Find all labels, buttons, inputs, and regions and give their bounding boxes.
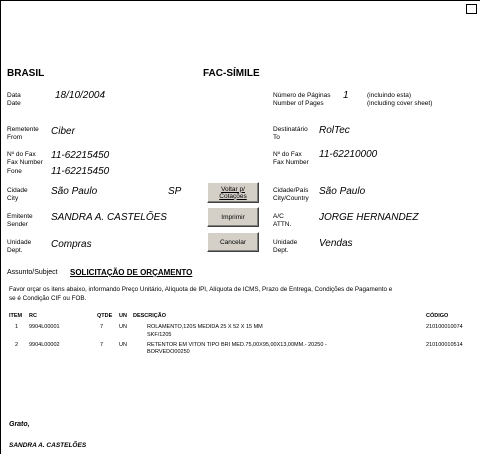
unit-to-field[interactable]: Vendas — [319, 238, 353, 249]
pages-label-en: Number of Pages — [273, 100, 324, 107]
subject-field[interactable]: SOLICITAÇÃO DE ORÇAMENTO — [70, 268, 193, 277]
city-to-field[interactable]: São Paulo — [319, 186, 366, 197]
row-item: 1 — [15, 324, 19, 330]
col-header-unit: UN — [119, 313, 127, 319]
print-button-label: Imprimir — [221, 213, 245, 221]
close-icon[interactable] — [466, 4, 477, 14]
date-label-en: Date — [7, 100, 21, 107]
city-label-en: City — [7, 195, 19, 202]
fax-from-label-en: Fax Number — [7, 159, 43, 166]
signature-text: SANDRA A. CASTELÕES — [9, 442, 87, 449]
country-heading: BRASIL — [7, 68, 45, 79]
row-unit: UN — [119, 324, 127, 330]
closing-text: Grato, — [9, 421, 30, 428]
phone-label: Fone — [7, 168, 22, 175]
unit-label-pt: Unidade — [7, 239, 32, 246]
row-desc-line-1: RETENTOR EM VITON TIPO BRI MED.75,00X95,00X13,00MM.- 20250 - — [147, 342, 327, 348]
state-field[interactable]: SP — [168, 186, 182, 197]
city-label-pt: Cidade — [7, 187, 28, 194]
attn-field[interactable]: JORGE HERNANDEZ — [319, 212, 419, 223]
sender-label-pt: Remetente — [7, 126, 39, 133]
recipient-label-pt: Destinatário — [273, 126, 308, 133]
fax-to-label-pt: Nº do Fax — [273, 151, 302, 158]
unit-to-label-en: Dept. — [273, 247, 289, 254]
row-code: 210100010074 — [426, 324, 463, 330]
fax-from-label-pt: Nº do Fax — [7, 151, 36, 158]
col-header-qty: QTDE — [97, 313, 113, 319]
col-header-desc: DESCRIÇÃO — [133, 313, 167, 319]
body-line-2: se é Condição CIF ou FOB. — [9, 295, 87, 302]
back-to-quotes-label-2: Cotações — [219, 192, 247, 200]
unit-label-en: Dept. — [7, 247, 23, 254]
back-to-quotes-button[interactable] — [207, 182, 259, 203]
fax-to-label-en: Fax Number — [273, 159, 309, 166]
emitter-label-pt: Emitente — [7, 213, 33, 220]
city-to-label-en: City/Country — [273, 195, 309, 202]
pages-field[interactable]: 1 — [343, 90, 349, 101]
sender-field[interactable]: Ciber — [51, 126, 75, 137]
phone-field[interactable]: 11-62215450 — [51, 166, 110, 177]
recipient-label-en: To — [273, 134, 280, 141]
back-to-quotes-label-1: Voltar p/ — [221, 185, 245, 193]
recipient-field[interactable]: RolTec — [319, 125, 350, 136]
col-header-rc: RC — [29, 313, 37, 319]
row-desc-line-1: ROLAMENTO,120S MEDIDA 25 X 52 X 15 MM — [147, 324, 263, 330]
cancel-button[interactable] — [207, 232, 259, 252]
fax-from-field[interactable]: 11-62215450 — [51, 150, 110, 161]
unit-field[interactable]: Compras — [51, 239, 92, 250]
fax-to-field[interactable]: 11-62210000 — [319, 149, 378, 160]
print-button[interactable] — [207, 207, 259, 227]
cancel-button-label: Cancelar — [219, 238, 246, 246]
row-code: 210100010514 — [426, 342, 463, 348]
sender-label-en: From — [7, 134, 23, 141]
date-label-pt: Data — [7, 92, 21, 99]
row-qty: 7 — [100, 342, 104, 348]
row-desc-line-2: SKF/1205 — [147, 332, 172, 338]
col-header-item: ITEM — [9, 313, 23, 319]
row-rc: 9904L00001 — [29, 324, 60, 330]
col-header-code: CÓDIGO — [426, 313, 449, 319]
emitter-field[interactable]: SANDRA A. CASTELÕES — [51, 212, 167, 223]
page-title: FAC-SÍMILE — [203, 68, 260, 79]
pages-label-pt: Número de Páginas — [273, 92, 331, 99]
body-line-1: Favor orçar os itens abaixo, informando Preço Unitário, Alíquota de IPI, Alíquota de ICMS, Prazo de Entrega, Condições de Pagamento e — [9, 286, 393, 293]
unit-to-label-pt: Unidade — [273, 239, 298, 246]
attn-label-pt: A/C — [273, 213, 284, 220]
attn-label-en: ATTN. — [273, 221, 292, 228]
row-unit: UN — [119, 342, 127, 348]
row-rc: 9904L00002 — [29, 342, 60, 348]
city-to-label-pt: Cidade/País — [273, 187, 309, 194]
emitter-label-en: Sender — [7, 221, 28, 228]
date-field[interactable]: 18/10/2004 — [55, 90, 106, 101]
row-qty: 7 — [100, 324, 104, 330]
row-desc-line-2: BORVEDO00250 — [147, 349, 190, 355]
city-field[interactable]: São Paulo — [51, 186, 98, 197]
row-item: 2 — [15, 342, 19, 348]
pages-note-en: (including cover sheet) — [367, 100, 433, 107]
pages-note-pt: (incluindo esta) — [367, 92, 412, 99]
subject-label: Assunto/Subject — [7, 269, 58, 276]
